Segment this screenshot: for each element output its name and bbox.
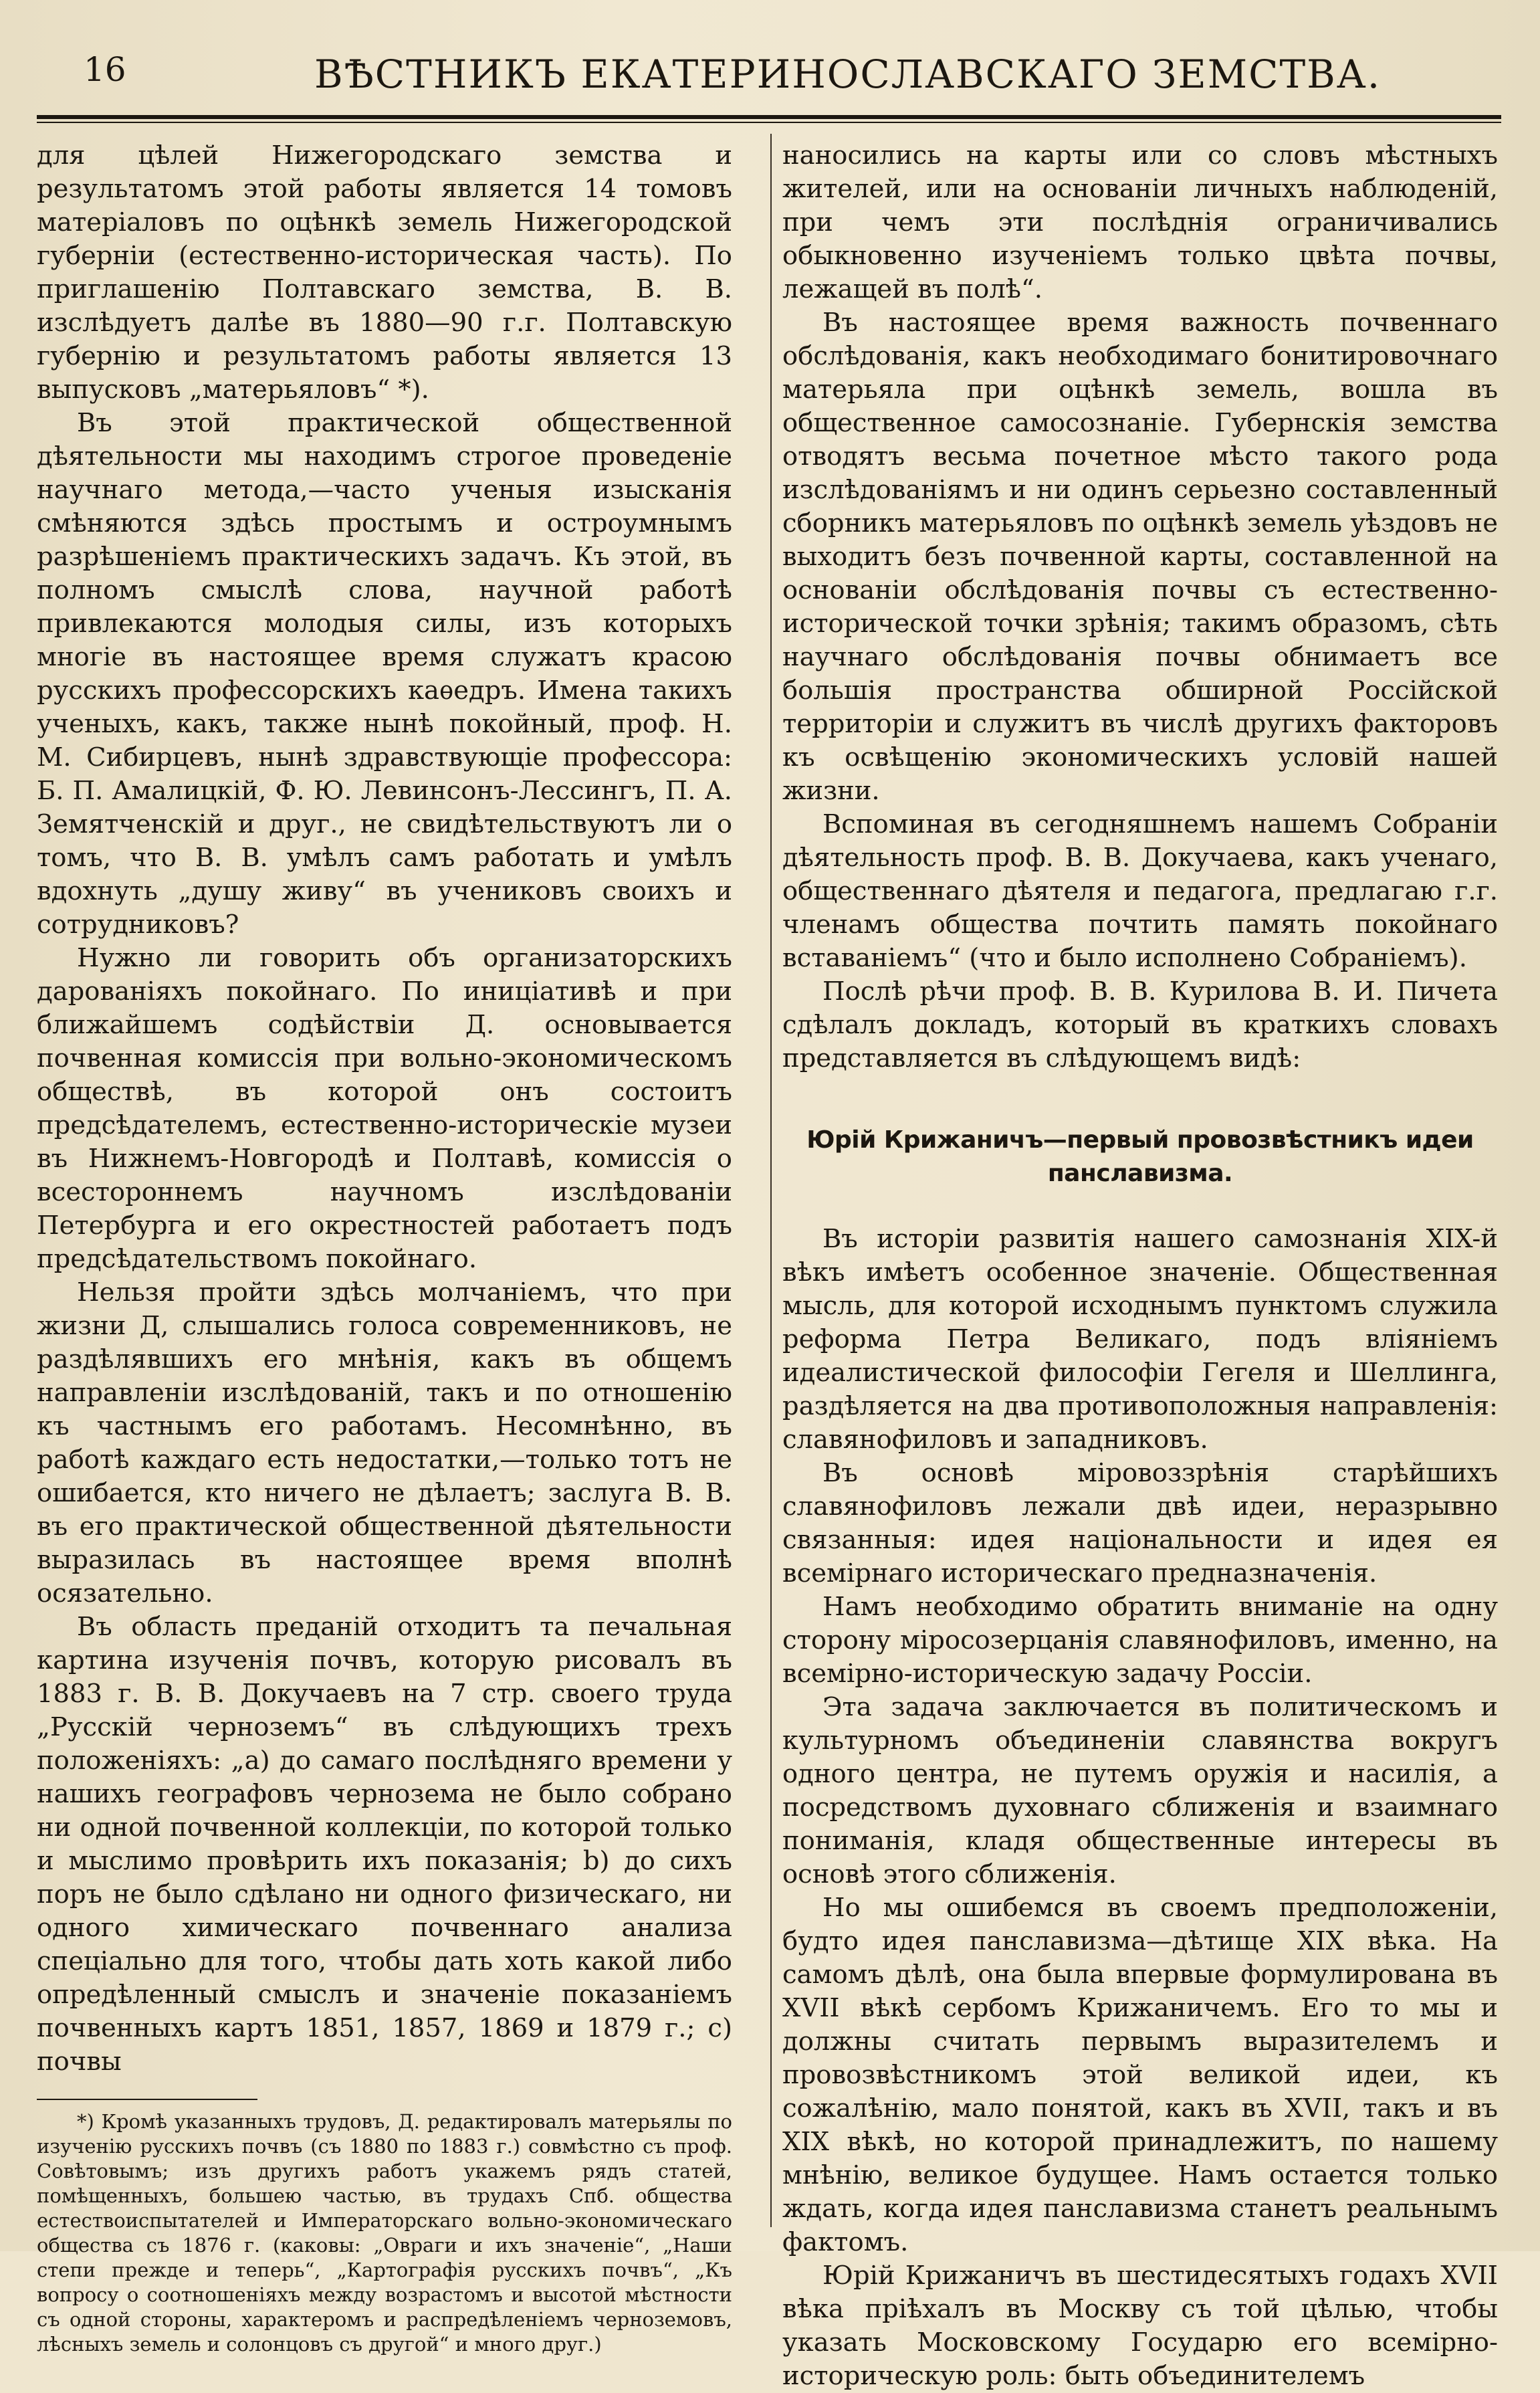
paragraph: Эта задача заключается въ политическомъ и культурномъ объединеніи славянства вокругъ одного центра, не путемъ оружія и насилія, а посредствомъ духовнаго сближенія и взаимнаго пониманія, кладя общественные интересы въ основѣ этого сближенія. xyxy=(782,1692,1498,1889)
page-header xyxy=(0,37,1540,117)
paragraph: Послѣ рѣчи проф. В. В. Курилова В. И. Пичета сдѣлалъ докладъ, который въ краткихъ словахъ представляется въ слѣдующемъ видѣ: xyxy=(782,976,1498,1073)
paragraph: Въ этой практической общественной дѣятельности мы находимъ строгое проведеніе научнаго метода,—часто ученыя изысканія смѣняются здѣсь простымъ и остроумнымъ разрѣшеніемъ практическихъ задачъ. Къ этой, въ полномъ смыслѣ слова, научной работѣ привлекаются молодыя силы, изъ которыхъ многіе въ настоящее время служатъ красою русскихъ профессорскихъ каѳедръ. Имена такихъ ученыхъ, какъ, также нынѣ покойный, проф. Н. М. Сибирцевъ, нынѣ здравствующіе профессора: Б. П. Амалицкій, Ф. Ю. Левинсонъ-Лессингъ, П. А. Земятченскій и друг., не свидѣтельствуютъ ли о томъ, что В. В. умѣлъ самъ работать и умѣлъ вдохнуть „душу живу“ въ учениковъ своихъ и сотрудниковъ? xyxy=(37,408,732,940)
header-rule xyxy=(37,115,1501,123)
paragraph: Вспоминая въ сегодняшнемъ нашемъ Собраніи дѣятельность проф. В. В. Докучаева, какъ ученаго, общественнаго дѣятеля и педагога, предлагаю г.г. членамъ общества почтить память покойнаго вставаніемъ“ (что и было исполнено Собраніемъ). xyxy=(782,809,1498,973)
right-column xyxy=(782,139,1498,2393)
footnote: *) Кромѣ указанныхъ трудовъ, Д. редактировалъ матерьялы по изученію русскихъ почвъ (съ 1880 по 1883 г.) совмѣстно съ проф. Совѣтовымъ; изъ другихъ работъ укажемъ рядъ статей, помѣщенныхъ, большею частью, въ трудахъ Спб. общества естествоиспытателей и Императорскаго вольно-экономическаго общества съ 1876 г. (каковы: „Овраги и ихъ значеніе“, „Наши степи прежде и теперь“, „Картографія русскихъ почвъ“, „Къ вопросу о соотношеніяхъ между возрастомъ и высотой мѣстности съ одной стороны, характеромъ и распредѣленіемъ черноземовъ, лѣсныхъ земель и солонцовъ съ другой“ и много друг.) xyxy=(37,2110,732,2356)
paragraph: для цѣлей Нижегородскаго земства и результатомъ этой работы является 14 томовъ матеріаловъ по оцѣнкѣ земель Нижегородской губерніи (естественно-историческая часть). По приглашенію Полтавскаго земства, В. В. изслѣдуетъ далѣе въ 1880—90 г.г. Полтавскую губернію и результатомъ работы является 13 выпусковъ „матерьяловъ“ *). xyxy=(37,140,732,405)
page-number: 16 xyxy=(84,50,126,89)
paragraph: наносились на карты или со словъ мѣстныхъ жителей, или на основаніи личныхъ наблюденій, при чемъ эти послѣднія ограничивались обыкновенно изученіемъ только цвѣта почвы, лежащей въ полѣ“. xyxy=(782,140,1498,304)
paragraph: Юрій Крижаничъ въ шестидесятыхъ годахъ XVII вѣка пріѣхалъ въ Москву съ той цѣлью, чтобы указать Московскому Государю его всемірно-историческую роль: быть объединителемъ xyxy=(782,2261,1498,2391)
column-divider xyxy=(770,134,772,2227)
paragraph: Нельзя пройти здѣсь молчаніемъ, что при жизни Д, слышались голоса современниковъ, не раздѣлявшихъ его мнѣнія, какъ въ общемъ направленіи изслѣдованій, такъ и по отношенію къ частнымъ его работамъ. Несомнѣнно, въ работѣ каждаго есть недостатки,—только тотъ не ошибается, кто ничего не дѣлаетъ; заслуга В. В. въ его практической общественной дѣятельности выразилась въ настоящее время вполнѣ осязательно. xyxy=(37,1277,732,1608)
paragraph: Въ область преданій отходитъ та печальная картина изученія почвъ, которую рисовалъ въ 1883 г. В. В. Докучаевъ на 7 стр. своего труда „Русскій черноземъ“ въ слѣдующихъ трехъ положеніяхъ: „а) до самаго послѣдняго времени у нашихъ географовъ чернозема не было собрано ни одной почвенной коллекціи, по которой только и мыслимо провѣрить ихъ показанія; b) до сихъ поръ не было сдѣлано ни одного физическаго, ни одного химическаго почвеннаго анализа спеціально для того, чтобы дать хоть какой либо опредѣленный смыслъ и значеніе показаніемъ почвенныхъ картъ 1851, 1857, 1869 и 1879 г.; с) почвы xyxy=(37,1612,732,2077)
paragraph: Нужно ли говорить объ организаторскихъ дарованіяхъ покойнаго. По иниціативѣ и при ближайшемъ содѣйствіи Д. основывается почвенная комиссія при вольно-экономическомъ обществѣ, въ которой онъ состоитъ предсѣдателемъ, естественно-историческіе музеи въ Нижнемъ-Новгородѣ и Полтавѣ, комиссія о всестороннемъ научномъ изслѣдованіи Петербурга и его окрестностей работаетъ подъ предсѣдательствомъ покойнаго. xyxy=(37,943,732,1274)
paragraph: Въ основѣ міровоззрѣнія старѣйшихъ славянофиловъ лежали двѣ идеи, неразрывно связанныя: идея національности и идея ея всемірнаго историческаго предназначенія. xyxy=(782,1458,1498,1588)
paragraph: Но мы ошибемся въ своемъ предположеніи, будто идея панславизма—дѣтище XIX вѣка. На самомъ дѣлѣ, она была впервые формулирована въ XVII вѣкѣ сербомъ Крижаничемъ. Его то мы и должны считать первымъ выразителемъ и провозвѣстникомъ этой великой идеи, къ сожалѣнію, мало понятой, какъ въ XVII, такъ и въ XIX вѣкѣ, но которой принадлежитъ, по нашему мнѣнію, великое будущее. Намъ остается только ждать, когда идея панславизма станетъ реальнымъ фактомъ. xyxy=(782,1893,1498,2257)
paragraph: Въ настоящее время важность почвеннаго обслѣдованія, какъ необходимаго бонитировочнаго матерьяла при оцѣнкѣ земель, вошла въ общественное самосознаніе. Губернскія земства отводятъ весьма почетное мѣсто такого рода изслѣдованіямъ и ни одинъ серьезно составленный сборникъ матерьяловъ по оцѣнкѣ земель уѣздовъ не выходитъ безъ почвенной карты, составленной на основаніи обслѣдованія почвы съ естественно-исторической точки зрѣнія; такимъ образомъ, сѣть научнаго обслѣдованія почвы обнимаетъ все большія пространства обширной Россійской территоріи и служитъ въ числѣ другихъ факторовъ къ освѣщенію экономическихъ условій нашей жизни. xyxy=(782,308,1498,806)
footnote-rule xyxy=(37,2099,257,2100)
section-heading: Юрій Крижаничъ—первый провозвѣстникъ идеи панславизма. xyxy=(806,1126,1474,1187)
paragraph: Намъ необходимо обратить вниманіе на одну сторону міросозерцанія славянофиловъ, именно, на всемірно-историческую задачу Россіи. xyxy=(782,1592,1498,1689)
journal-title: ВѢСТНИКЪ ЕКАТЕРИНОСЛАВСКАГО ЗЕМСТВА. xyxy=(314,51,1382,97)
paragraph: Въ исторіи развитія нашего самознанія XIX-й вѣкъ имѣетъ особенное значеніе. Общественная мысль, для которой исходнымъ пунктомъ служила реформа Петра Великаго, подъ вліяніемъ идеалистической философіи Гегеля и Шеллинга, раздѣляется на два противоположныя направленія: славянофиловъ и западниковъ. xyxy=(782,1224,1498,1455)
left-column xyxy=(37,139,732,2357)
